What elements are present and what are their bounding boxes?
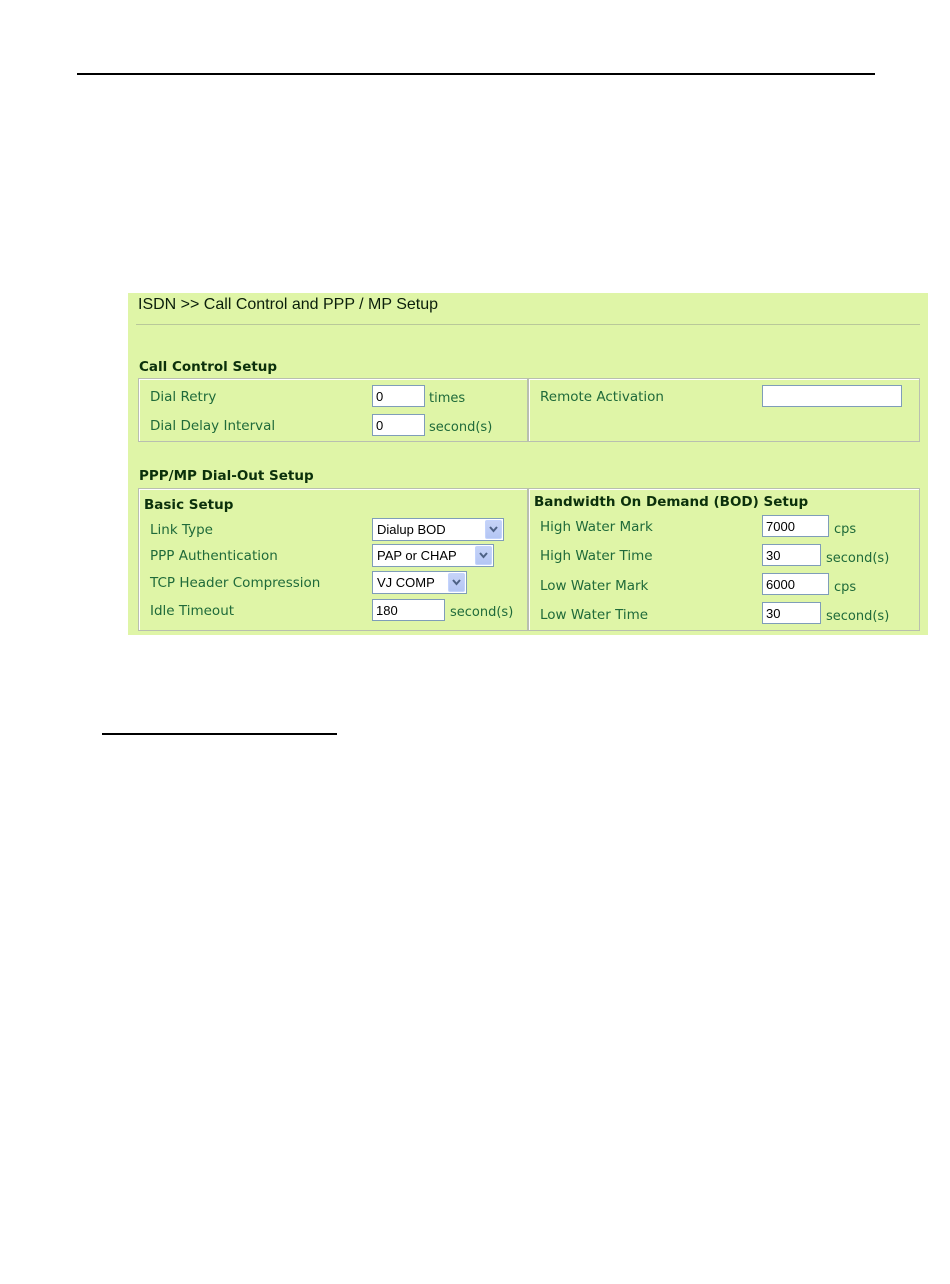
dial-retry-label: Dial Retry bbox=[150, 389, 217, 405]
page-title: ISDN >> Call Control and PPP / MP Setup bbox=[138, 296, 439, 313]
dial-delay-interval-input[interactable] bbox=[372, 414, 425, 436]
tcp-header-compression-value: VJ COMP bbox=[377, 575, 435, 590]
idle-timeout-label: Idle Timeout bbox=[150, 603, 235, 619]
high-water-mark-unit: cps bbox=[834, 522, 857, 537]
link-type-select[interactable] bbox=[372, 518, 504, 541]
idle-timeout-unit: second(s) bbox=[450, 605, 514, 620]
low-water-time-input[interactable] bbox=[762, 602, 821, 624]
low-water-time-unit: second(s) bbox=[826, 609, 890, 624]
dial-retry-unit: times bbox=[429, 391, 466, 406]
low-water-time-label: Low Water Time bbox=[540, 607, 649, 623]
low-water-mark-input[interactable] bbox=[762, 573, 829, 595]
dial-delay-interval-label: Dial Delay Interval bbox=[150, 418, 276, 434]
chevron-down-icon[interactable] bbox=[448, 573, 465, 592]
call-control-left-box bbox=[138, 378, 528, 442]
header-rule bbox=[77, 73, 875, 75]
call-control-heading: Call Control Setup bbox=[139, 359, 278, 375]
high-water-time-label: High Water Time bbox=[540, 548, 653, 564]
ppp-authentication-value: PAP or CHAP bbox=[377, 548, 457, 563]
high-water-mark-input[interactable] bbox=[762, 515, 829, 537]
ppp-mp-heading: PPP/MP Dial-Out Setup bbox=[139, 468, 314, 484]
call-control-right-box bbox=[528, 378, 920, 442]
isdn-call-control-panel bbox=[128, 293, 928, 635]
chevron-down-icon[interactable] bbox=[485, 520, 502, 539]
tcp-header-compression-select[interactable] bbox=[372, 571, 467, 594]
remote-activation-label: Remote Activation bbox=[540, 389, 664, 405]
remote-activation-input[interactable] bbox=[762, 385, 902, 407]
low-water-mark-unit: cps bbox=[834, 580, 857, 595]
section-underline bbox=[102, 733, 337, 735]
low-water-mark-label: Low Water Mark bbox=[540, 578, 649, 594]
dial-delay-interval-unit: second(s) bbox=[429, 420, 493, 435]
dial-retry-input[interactable] bbox=[372, 385, 425, 407]
ppp-authentication-label: PPP Authentication bbox=[150, 548, 278, 564]
bod-setup-heading: Bandwidth On Demand (BOD) Setup bbox=[534, 494, 809, 510]
basic-setup-heading: Basic Setup bbox=[144, 497, 234, 513]
title-divider bbox=[136, 324, 920, 325]
idle-timeout-input[interactable] bbox=[372, 599, 445, 621]
link-type-value: Dialup BOD bbox=[377, 522, 446, 537]
chevron-down-icon[interactable] bbox=[475, 546, 492, 565]
high-water-time-unit: second(s) bbox=[826, 551, 890, 566]
high-water-time-input[interactable] bbox=[762, 544, 821, 566]
basic-setup-box bbox=[138, 488, 528, 631]
link-type-label: Link Type bbox=[150, 522, 213, 538]
high-water-mark-label: High Water Mark bbox=[540, 519, 653, 535]
ppp-authentication-select[interactable] bbox=[372, 544, 494, 567]
bod-setup-box bbox=[528, 488, 920, 631]
tcp-header-compression-label: TCP Header Compression bbox=[150, 575, 321, 591]
